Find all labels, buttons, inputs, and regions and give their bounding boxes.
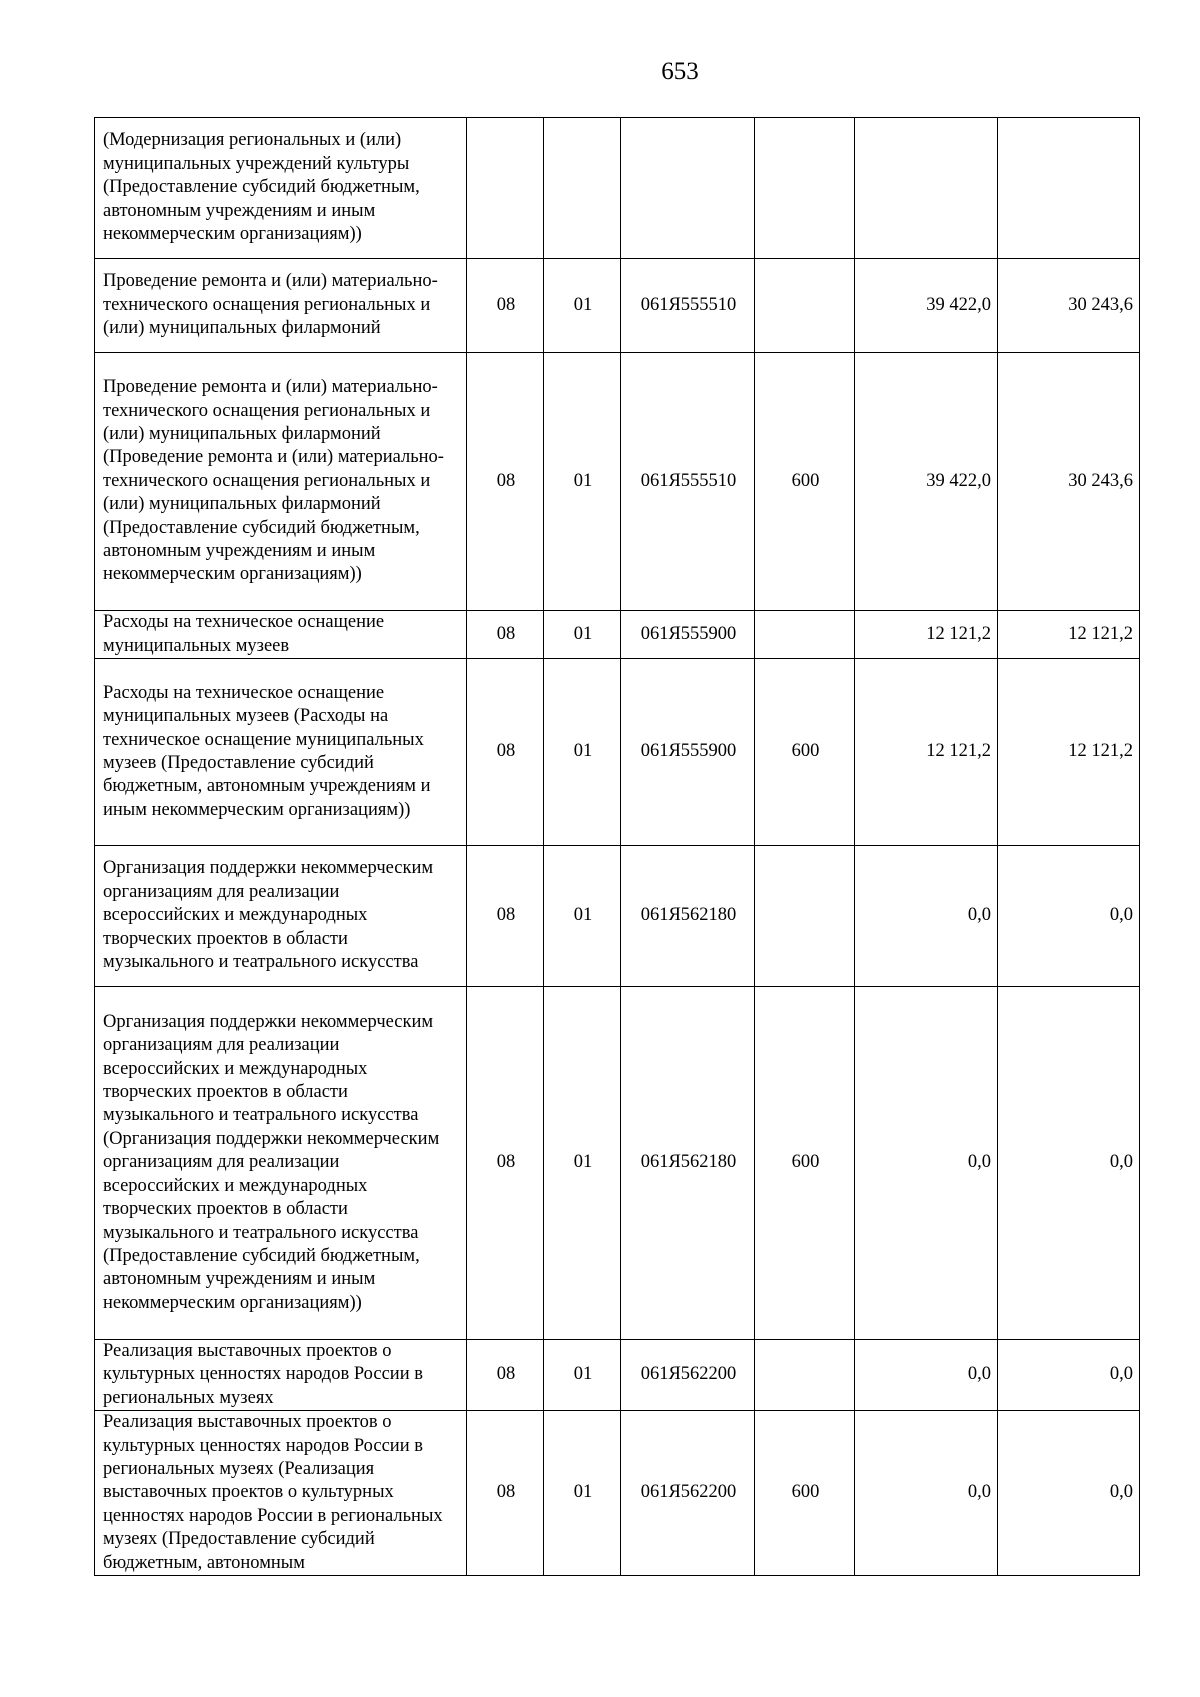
amount-2: 0,0 [998,1340,1140,1411]
expense-type-code [755,611,855,659]
amount-2: 30 243,6 [998,259,1140,353]
subsection-code: 01 [544,846,621,987]
page-number: 653 [661,58,699,85]
expense-type-code: 600 [755,659,855,846]
section-code: 08 [467,353,544,611]
expense-type-code [755,846,855,987]
amount-2: 0,0 [998,846,1140,987]
section-code: 08 [467,1411,544,1576]
table-row [95,846,1140,987]
subsection-code: 01 [544,353,621,611]
amount-2: 0,0 [998,1411,1140,1576]
expense-type-code: 600 [755,1411,855,1576]
table-row [95,987,1140,1340]
expense-type-code: 600 [755,353,855,611]
target-article-code: 061Я562180 [621,846,755,987]
table-row [95,611,1140,659]
target-article-code: 061Я562180 [621,987,755,1340]
row-name: Организация поддержки некоммерческим организациям для реализации всероссийских и международных творческих проектов в области музыкального и театрального искусства [95,846,467,987]
subsection-code: 01 [544,259,621,353]
table-row [95,259,1140,353]
subsection-code: 01 [544,659,621,846]
expense-type-code: 600 [755,987,855,1340]
amount-1 [855,118,998,259]
section-code: 08 [467,1340,544,1411]
table-row [95,1340,1140,1411]
table-row [95,353,1140,611]
section-code: 08 [467,611,544,659]
row-name: Организация поддержки некоммерческим организациям для реализации всероссийских и международных творческих проектов в области музыкального и театрального искусства (Организация поддержки некоммерческим организациям для реализации всероссийских и международных творческих проектов в области музыкального и театрального искусства (Предоставление субсидий бюджетным, автономным учреждениям и иным некоммерческим организациям)) [95,987,467,1340]
row-name: (Модернизация региональных и (или) муниципальных учреждений культуры (Предоставление субсидий бюджетным, автономным учреждениям и иным некоммерческим организациям)) [95,118,467,259]
row-name: Проведение ремонта и (или) материально-технического оснащения региональных и (или) муниципальных филармоний [95,259,467,353]
row-name: Реализация выставочных проектов о культурных ценностях народов России в региональных музеях [95,1340,467,1411]
table-row [95,659,1140,846]
row-name: Расходы на техническое оснащение муниципальных музеев [95,611,467,659]
subsection-code: 01 [544,987,621,1340]
amount-2: 12 121,2 [998,659,1140,846]
target-article-code: 061Я555900 [621,659,755,846]
amount-1: 0,0 [855,1411,998,1576]
subsection-code [544,118,621,259]
amount-1: 0,0 [855,1340,998,1411]
target-article-code: 061Я555900 [621,611,755,659]
subsection-code: 01 [544,1411,621,1576]
amount-2 [998,118,1140,259]
section-code: 08 [467,659,544,846]
amount-2: 12 121,2 [998,611,1140,659]
amount-2: 0,0 [998,987,1140,1340]
target-article-code [621,118,755,259]
section-code: 08 [467,259,544,353]
expense-type-code [755,259,855,353]
expense-type-code [755,118,855,259]
section-code [467,118,544,259]
amount-1: 12 121,2 [855,611,998,659]
row-name: Проведение ремонта и (или) материально-технического оснащения региональных и (или) муниципальных филармоний (Проведение ремонта и (или) материально-технического оснащения региональных и (или) муниципальных филармоний (Предоставление субсидий бюджетным, автономным учреждениям и иным некоммерческим организациям)) [95,353,467,611]
amount-1: 39 422,0 [855,353,998,611]
row-name: Реализация выставочных проектов о культурных ценностях народов России в региональных музеях (Реализация выставочных проектов о культурных ценностях народов России в региональных музеях (Предоставление субсидий бюджетным, автономным [95,1411,467,1576]
amount-1: 12 121,2 [855,659,998,846]
amount-2: 30 243,6 [998,353,1140,611]
subsection-code: 01 [544,1340,621,1411]
table-row [95,118,1140,259]
amount-1: 39 422,0 [855,259,998,353]
expense-type-code [755,1340,855,1411]
section-code: 08 [467,987,544,1340]
section-code: 08 [467,846,544,987]
amount-1: 0,0 [855,846,998,987]
target-article-code: 061Я555510 [621,259,755,353]
table-row [95,1411,1140,1576]
row-name: Расходы на техническое оснащение муниципальных музеев (Расходы на техническое оснащение муниципальных музеев (Предоставление субсидий бюджетным, автономным учреждениям и иным некоммерческим организациям)) [95,659,467,846]
target-article-code: 061Я562200 [621,1340,755,1411]
target-article-code: 061Я555510 [621,353,755,611]
budget-table [94,117,1140,1576]
amount-1: 0,0 [855,987,998,1340]
target-article-code: 061Я562200 [621,1411,755,1576]
subsection-code: 01 [544,611,621,659]
